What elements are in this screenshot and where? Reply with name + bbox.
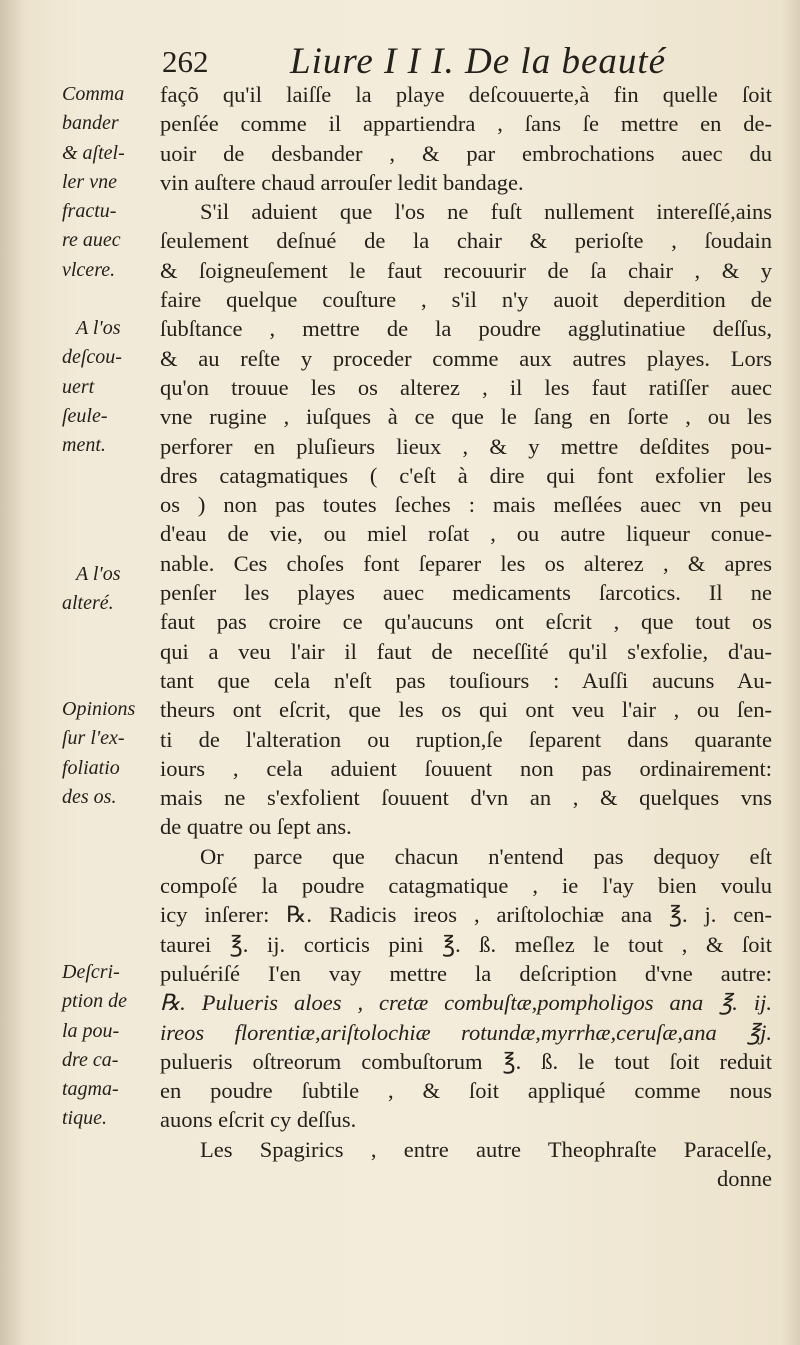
text-line: nable. Ces choſes font ſeparer les os alterez , & apres — [160, 550, 772, 576]
page-number: 262 — [162, 44, 209, 79]
margin-note-line: Deſcri- — [62, 961, 120, 983]
text-line: icy inſerer: ℞. Radicis ireos , ariſtolochiæ ana ℥. j. cen- — [160, 902, 772, 928]
text-line: mais ne s'exfolient ſouuent d'vn an , & quelques vns — [160, 785, 772, 811]
text-line: theurs ont eſcrit, que les os qui ont veu l'air , ou ſen- — [160, 697, 772, 723]
gutter-shadow — [0, 0, 26, 1345]
text-line: penſée comme il appartiendra , ſans ſe mettre en de- — [160, 111, 772, 137]
text-line: d'eau de vie, ou miel roſat , ou autre liqueur conue- — [160, 521, 772, 547]
margin-note — [62, 560, 160, 619]
margin-note — [62, 958, 160, 1134]
margin-note — [62, 695, 160, 812]
text-line: S'il aduient que l'os ne fuſt nullement intereſſé,ains — [200, 199, 772, 225]
margin-note-line: ler vne — [62, 170, 117, 193]
margin-note-line: des os. — [62, 785, 117, 808]
margin-note — [62, 314, 160, 460]
margin-note-line: A l'os — [76, 317, 121, 339]
text-line: tant que cela n'eſt pas touſiours : Auſſi aucuns Au- — [160, 667, 772, 693]
text-line: pulueris oſtreorum combuſtorum ℥. ß. le tout ſoit reduit — [160, 1048, 772, 1074]
text-line: perforer en pluſieurs lieux , & y mettre deſdites pou- — [160, 433, 772, 459]
margin-note-line: tagma- — [62, 1078, 119, 1101]
margin-note-line: la pou- — [62, 1019, 120, 1042]
text-line: os ) non pas toutes ſeches : mais meſlées auec vn peu — [160, 492, 772, 518]
margin-note — [62, 80, 160, 285]
text-line: dres catagmatiques ( c'eſt à dire qui font exfolier les — [160, 462, 772, 488]
running-title: Liure I I I. De la beauté — [290, 41, 667, 82]
page-edge-shadow — [782, 0, 800, 1345]
text-line: iours , cela aduient ſouuent non pas ordinairement: — [160, 755, 772, 781]
text-line: ℞. Pulueris aloes , cretæ combuſtæ,pompholigos ana ℥. ij. — [160, 990, 772, 1016]
text-line: qu'on trouue les os alterez , il les faut ratiſſer auec — [160, 374, 772, 400]
text-line: ſubſtance , mettre de la poudre agglutinatiue deſſus, — [160, 316, 772, 342]
margin-note-line: ption de — [62, 990, 127, 1013]
text-line: compoſé la poudre catagmatique , ie l'ay bien voulu — [160, 873, 772, 899]
margin-note-line: Comma — [62, 83, 125, 105]
margin-note-line: foliatio — [62, 756, 120, 779]
text-line: ti de l'alteration ou ruption,ſe ſeparent dans quarante — [160, 726, 772, 752]
text-line: façõ qu'il laiſſe la playe deſcouuerte,à fin quelle ſoit — [160, 82, 772, 107]
text-line: de quatre ou ſept ans. — [160, 814, 352, 840]
text-line: ireos florentiæ,ariſtolochiæ rotundæ,myrrhæ,ceruſæ,ana ℥j. — [160, 1019, 772, 1045]
margin-note-line: A l'os — [76, 563, 121, 585]
margin-note-line: bander — [62, 112, 119, 135]
text-line: en poudre ſubtile , & ſoit appliqué comme nous — [160, 1078, 772, 1104]
margin-note-line: ſeule- — [62, 404, 108, 427]
margin-note-line: Opinions — [62, 698, 136, 720]
text-line: & ſoigneuſement le faut recouurir de ſa chair , & y — [160, 257, 772, 283]
text-line: auons eſcrit cy deſſus. — [160, 1107, 357, 1133]
text-line: ſeulement deſnué de la chair & perioſte , ſoudain — [160, 228, 772, 254]
text-line: taurei ℥. ij. corticis pini ℥. ß. meſlez le tout , & ſoit — [160, 931, 772, 957]
margin-note-line: ment. — [62, 434, 106, 457]
text-line: faire quelque couſture , s'il n'y auoit deperdition de — [160, 287, 772, 313]
text-line: penſer les playes auec medicaments ſarcotics. Il ne — [160, 580, 772, 606]
text-line: Or parce que chacun n'entend pas dequoy eſt — [200, 843, 772, 869]
margin-note-line: tique. — [62, 1107, 107, 1130]
margin-note-line: & aſtel- — [62, 141, 125, 164]
margin-note-line: uert — [62, 375, 95, 398]
text-line: qui a veu l'air il faut de neceſſité qu'il s'exfolie, d'au- — [160, 638, 772, 664]
margin-note-line: deſcou- — [62, 346, 122, 369]
text-line: vin auſtere chaud arrouſer ledit bandage. — [160, 169, 524, 195]
text-line: faut pas croire ce qu'aucuns ont eſcrit , que tout os — [160, 609, 772, 635]
margin-note-line: vlcere. — [62, 258, 116, 281]
text-line: vne rugine , iuſques à ce que le ſang en ſorte , ou les — [160, 404, 772, 430]
text-line: puluériſé I'en vay mettre la deſcription d'vne autre: — [160, 960, 772, 986]
text-line: uoir de desbander , & par embrochations auec du — [160, 140, 772, 166]
margin-note-line: alteré. — [62, 592, 114, 615]
text-line: & au reſte y proceder comme aux autres playes. Lors — [160, 345, 772, 371]
margin-note-line: re auec — [62, 229, 121, 252]
margin-note-line: dre ca- — [62, 1048, 119, 1071]
catchword: donne — [717, 1165, 772, 1191]
text-line: Les Spagirics , entre autre Theophraſte Paracelſe, — [200, 1136, 772, 1162]
margin-note-line: fractu- — [62, 200, 117, 223]
body-text — [160, 80, 772, 1193]
margin-note-line: ſur l'ex- — [62, 727, 125, 750]
